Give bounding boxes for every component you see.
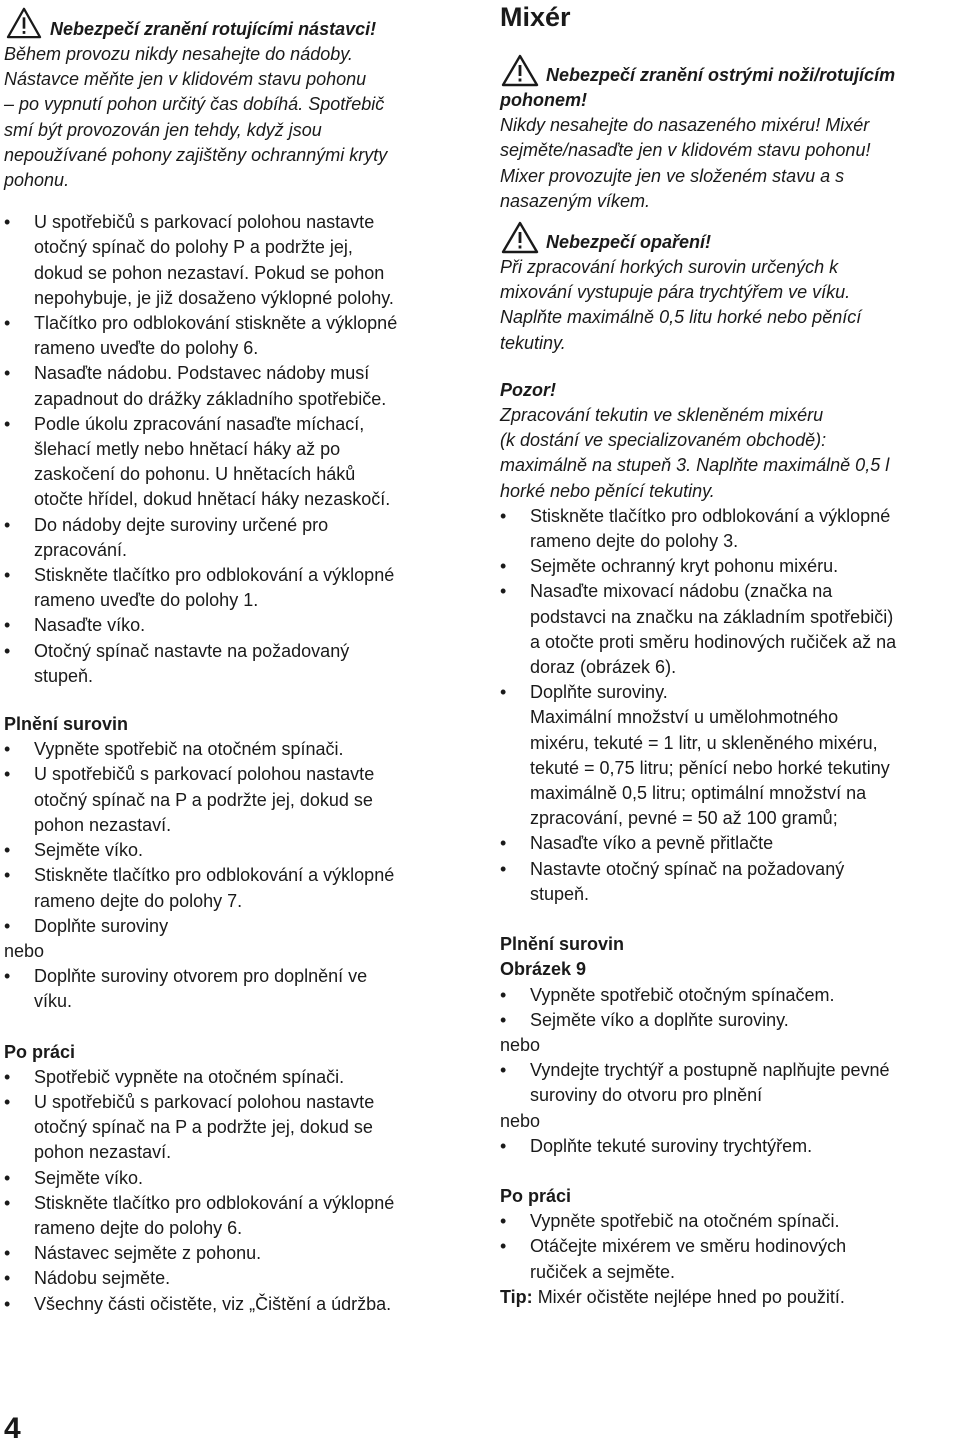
warning-triangle-icon xyxy=(500,221,540,255)
bullet-icon: • xyxy=(4,1066,11,1087)
page-number: 4 xyxy=(4,1412,21,1445)
list-item xyxy=(500,1134,960,1159)
list-item xyxy=(500,554,960,579)
text-line: mixování vystupuje pára trychtýřem ve víku. xyxy=(500,282,851,303)
bullet-icon: • xyxy=(500,984,507,1005)
list-item-line: Nastavte otočný spínač na požadovaný xyxy=(530,858,845,879)
list-item-line: Stiskněte tlačítko pro odblokování a výklopné xyxy=(530,505,891,526)
list-item-line: Maximální množství u umělohmotného xyxy=(530,707,839,728)
bullet-icon: • xyxy=(500,1060,507,1081)
text-line: Během provozu nikdy nesahejte do nádoby. xyxy=(4,44,353,64)
list-item-line: dokud se pohon nezastaví. Pokud se pohon xyxy=(34,262,385,283)
bullet-icon: • xyxy=(4,313,11,334)
list-item-line: nepohybuje, je již dosaženo výklopné polohy. xyxy=(34,287,394,308)
list-item-line: Stiskněte tlačítko pro odblokování a výklopné xyxy=(34,1192,395,1213)
warning-heading: Nebezpečí zranění rotujícími nástavci! xyxy=(50,18,377,39)
list-item-line: rameno dejte do polohy 3. xyxy=(530,531,739,552)
bullet-icon: • xyxy=(4,413,11,434)
list-item xyxy=(4,1191,474,1241)
warning-heading: Nebezpečí zranění ostrými noži/rotujícím xyxy=(546,64,896,85)
warning-triangle-icon xyxy=(4,6,44,42)
list-item xyxy=(4,1292,474,1317)
list-item-line: ručiček a sejměte. xyxy=(530,1261,676,1282)
bullet-icon: • xyxy=(4,1243,11,1264)
list-item xyxy=(500,504,960,554)
list-item-line: Nasaďte víko. xyxy=(34,615,146,636)
text-line: horké nebo pěnící tekutiny. xyxy=(500,480,715,501)
text-line: nasazeným víkem. xyxy=(500,190,651,211)
list-item-line: mixéru, tekuté = 1 litr, u skleněného mixéru, xyxy=(530,732,878,753)
list-item-line: Doplňte suroviny. xyxy=(530,682,668,703)
list-item-line: Všechny části očistěte, viz „Čištění a údržba. xyxy=(34,1293,392,1314)
list-item-line: Nasaďte víko a pevně přitlačte xyxy=(530,833,774,854)
filling-steps-list-alt xyxy=(500,1058,960,1108)
text-line: Naplňte maximálně 0,5 litu horké nebo pěnící xyxy=(500,307,862,328)
bullet-icon: • xyxy=(500,1211,507,1232)
list-item-line: suroviny do otvoru pro plnění xyxy=(530,1085,763,1106)
warning-text xyxy=(500,255,960,356)
list-item-line: Doplňte suroviny otvorem pro doplnění ve xyxy=(34,966,368,987)
list-item-line: otočný spínač na P a podržte jej, dokud se xyxy=(34,789,373,810)
list-item-line: Spotřebič vypněte na otočném spínači. xyxy=(34,1066,345,1087)
bullet-icon: • xyxy=(4,764,11,785)
list-item-line: rameno dejte do polohy 6. xyxy=(34,1217,243,1238)
tip-label: Tip: xyxy=(500,1286,533,1307)
bullet-icon: • xyxy=(500,858,507,879)
bullet-icon: • xyxy=(4,514,11,535)
list-item xyxy=(500,983,960,1008)
bullet-icon: • xyxy=(500,581,507,602)
list-item-line: maximálně 0,5 litru; optimální množství na xyxy=(530,783,867,804)
list-item xyxy=(4,863,474,913)
section-title-mixer: Mixér xyxy=(500,2,571,32)
mixer-steps-list xyxy=(500,504,960,907)
warning-block-rotating xyxy=(4,6,474,193)
list-item-line: stupeň. xyxy=(530,883,590,904)
list-item-line: víku. xyxy=(34,991,73,1012)
warning-block-blades xyxy=(500,54,960,214)
bullet-icon: • xyxy=(4,1167,11,1188)
text-line: smí být provozován jen tehdy, když jsou xyxy=(4,119,322,140)
bullet-icon: • xyxy=(500,1009,507,1030)
tip-text: Mixér očistěte nejlépe hned po použití. xyxy=(537,1286,845,1307)
list-item-line: doraz (obrázek 6). xyxy=(530,657,677,678)
list-item-line: Sejměte víko. xyxy=(34,840,144,861)
text-line: Mixer provozujte jen ve složeném stavu a s xyxy=(500,165,845,186)
filling-steps-list-alt xyxy=(4,964,474,1014)
or-text: nebo xyxy=(500,1034,541,1055)
list-item-line: zpracování. xyxy=(34,539,128,560)
caution-text xyxy=(500,403,960,504)
list-item-line: Nástavec sejměte z pohonu. xyxy=(34,1243,262,1264)
warning-heading: Nebezpečí opaření! xyxy=(546,231,712,252)
list-item-line: otočte hřídel, dokud hnětací háky nezaskočí. xyxy=(34,489,391,510)
text-line: – po vypnutí pohon určitý čas dobíhá. Spotřebič xyxy=(4,94,385,115)
list-item-line: Sejměte ochranný kryt pohonu mixéru. xyxy=(530,556,839,577)
list-item-line: šlehací metly nebo hnětací háky až po xyxy=(34,439,341,460)
list-item-line: Nasaďte nádobu. Podstavec nádoby musí xyxy=(34,363,370,384)
list-item xyxy=(4,1266,474,1291)
after-work-steps-list xyxy=(500,1209,960,1285)
section-heading-after-work: Po práci xyxy=(4,1041,76,1062)
bullet-icon: • xyxy=(4,840,11,861)
warning-heading-cont: pohonem! xyxy=(500,90,587,110)
filling-steps-list xyxy=(4,737,474,939)
bullet-icon: • xyxy=(4,363,11,384)
caution-block xyxy=(500,378,960,504)
bullet-icon: • xyxy=(4,739,11,760)
text-line: Zpracování tekutin ve skleněném mixéru xyxy=(500,405,824,426)
text-line: Nástavce měňte jen v klidovém stavu pohonu xyxy=(4,69,367,90)
list-item-line: a otočte proti směru hodinových ručiček až na xyxy=(530,631,897,652)
list-item xyxy=(500,680,960,831)
list-item-line: Do nádoby dejte suroviny určené pro xyxy=(34,514,329,535)
bullet-icon: • xyxy=(4,915,11,936)
bullet-icon: • xyxy=(500,682,507,703)
bullet-icon: • xyxy=(500,505,507,526)
list-item-line: Nádobu sejměte. xyxy=(34,1268,171,1289)
list-item-line: rameno dejte do polohy 7. xyxy=(34,890,243,911)
list-item xyxy=(4,762,474,838)
list-item-line: U spotřebičů s parkovací polohou nastavte xyxy=(34,212,375,233)
list-item-line: stupeň. xyxy=(34,665,94,686)
list-item-line: otočný spínač na P a podržte jej, dokud se xyxy=(34,1117,373,1138)
tip-line xyxy=(500,1285,960,1310)
bullet-icon: • xyxy=(4,865,11,886)
bullet-icon: • xyxy=(500,556,507,577)
warning-triangle-icon xyxy=(500,54,540,88)
list-item xyxy=(4,563,474,613)
list-item-line: podstavci na značku na základním spotřebiči) xyxy=(530,606,894,627)
list-item-line: Doplňte suroviny xyxy=(34,915,169,936)
list-item xyxy=(4,639,474,689)
list-item-line: Nasaďte mixovací nádobu (značka na xyxy=(530,581,833,602)
bullet-icon: • xyxy=(4,1192,11,1213)
bullet-icon: • xyxy=(500,1236,507,1257)
list-item-line: Stiskněte tlačítko pro odblokování a výklopné xyxy=(34,565,395,586)
list-item-line: Podle úkolu zpracování nasaďte míchací, xyxy=(34,413,365,434)
list-item-line: Vypněte spotřebič otočným spínačem. xyxy=(530,984,835,1005)
caution-heading: Pozor! xyxy=(500,379,556,400)
text-line: (k dostání ve specializovaném obchodě): xyxy=(500,430,827,451)
bullet-icon: • xyxy=(4,565,11,586)
list-item-line: Sejměte víko a doplňte suroviny. xyxy=(530,1009,789,1030)
list-item-line: zaskočení do pohonu. U hnětacích háků xyxy=(34,464,356,485)
list-item xyxy=(4,838,474,863)
text-line: maximálně na stupeň 3. Naplňte maximálně 0,5 l xyxy=(500,455,890,476)
bullet-icon: • xyxy=(4,615,11,636)
list-item-line: Tlačítko pro odblokování stiskněte a výklopné xyxy=(34,313,398,334)
bullet-icon: • xyxy=(4,1293,11,1314)
bullet-icon: • xyxy=(4,212,11,233)
bullet-icon: • xyxy=(4,640,11,661)
list-item xyxy=(4,1241,474,1266)
or-text: nebo xyxy=(500,1110,541,1131)
text-line: Při zpracování horkých surovin určených k xyxy=(500,257,839,278)
bullet-icon: • xyxy=(4,966,11,987)
list-item xyxy=(4,737,474,762)
after-work-steps-list xyxy=(4,1065,474,1317)
list-item-line: U spotřebičů s parkovací polohou nastavte xyxy=(34,764,375,785)
right-column xyxy=(500,0,960,1310)
list-item-line: Vypněte spotřebič na otočném spínači. xyxy=(34,739,344,760)
text-line: nepoužívané pohony zajištěny ochrannými kryty xyxy=(4,144,388,165)
filling-steps-list-alt2 xyxy=(500,1134,960,1159)
section-heading-filling: Plnění surovin xyxy=(500,934,625,955)
list-item xyxy=(4,513,474,563)
list-item xyxy=(4,361,474,411)
list-item xyxy=(500,1058,960,1108)
or-text: nebo xyxy=(4,940,45,961)
list-item xyxy=(4,1090,474,1166)
list-item xyxy=(4,210,474,311)
left-column xyxy=(4,0,474,1317)
list-item-line: Stiskněte tlačítko pro odblokování a výklopné xyxy=(34,865,395,886)
list-item xyxy=(500,1209,960,1234)
list-item xyxy=(4,914,474,939)
list-item-line: tekuté = 0,75 litru; pěnící nebo horké tekutiny xyxy=(530,757,890,778)
text-line: tekutiny. xyxy=(500,332,566,353)
list-item-line: Sejměte víko. xyxy=(34,1167,144,1188)
list-item xyxy=(500,857,960,907)
list-item-line: Otáčejte mixérem ve směru hodinových xyxy=(530,1236,847,1257)
list-item-line: Vypněte spotřebič na otočném spínači. xyxy=(530,1211,840,1232)
list-item-line: pohon nezastaví. xyxy=(34,814,172,835)
text-line: pohonu. xyxy=(4,170,70,191)
bullet-icon: • xyxy=(500,1135,507,1156)
list-item xyxy=(4,311,474,361)
bullet-icon: • xyxy=(500,833,507,854)
text-line: Nikdy nesahejte do nasazeného mixéru! Mixér xyxy=(500,115,870,136)
list-item-line: Vyndejte trychtýř a postupně naplňujte pevné xyxy=(530,1060,890,1081)
list-item xyxy=(4,613,474,638)
text-line: sejměte/nasaďte jen v klidovém stavu pohonu! xyxy=(500,140,871,161)
filling-steps-list xyxy=(500,983,960,1033)
section-heading-after-work: Po práci xyxy=(500,1185,572,1206)
list-item xyxy=(500,831,960,856)
list-item-line: U spotřebičů s parkovací polohou nastavte xyxy=(34,1091,375,1112)
list-item xyxy=(500,1008,960,1033)
list-item xyxy=(500,1234,960,1284)
list-item xyxy=(4,1166,474,1191)
bullet-icon: • xyxy=(4,1091,11,1112)
section-heading-filling: Plnění surovin xyxy=(4,714,129,735)
setup-steps-list xyxy=(4,210,474,689)
list-item-line: zapadnout do drážky základního spotřebiče. xyxy=(34,388,387,409)
list-item-line: rameno uveďte do polohy 6. xyxy=(34,338,259,359)
list-item xyxy=(4,412,474,513)
list-item-line: otočný spínač do polohy P a podržte jej, xyxy=(34,237,353,258)
list-item-line: pohon nezastaví. xyxy=(34,1142,172,1163)
list-item xyxy=(500,579,960,680)
list-item-line: Doplňte tekuté suroviny trychtýřem. xyxy=(530,1135,813,1156)
list-item xyxy=(4,964,474,1014)
list-item-line: rameno uveďte do polohy 1. xyxy=(34,590,259,611)
figure-reference: Obrázek 9 xyxy=(500,959,587,980)
bullet-icon: • xyxy=(4,1268,11,1289)
list-item-line: zpracování, pevné = 50 až 100 gramů; xyxy=(530,808,838,829)
warning-text xyxy=(500,113,960,214)
warning-text xyxy=(4,42,474,193)
list-item xyxy=(4,1065,474,1090)
list-item-line: Otočný spínač nastavte na požadovaný xyxy=(34,640,350,661)
warning-block-scalding xyxy=(500,221,960,356)
